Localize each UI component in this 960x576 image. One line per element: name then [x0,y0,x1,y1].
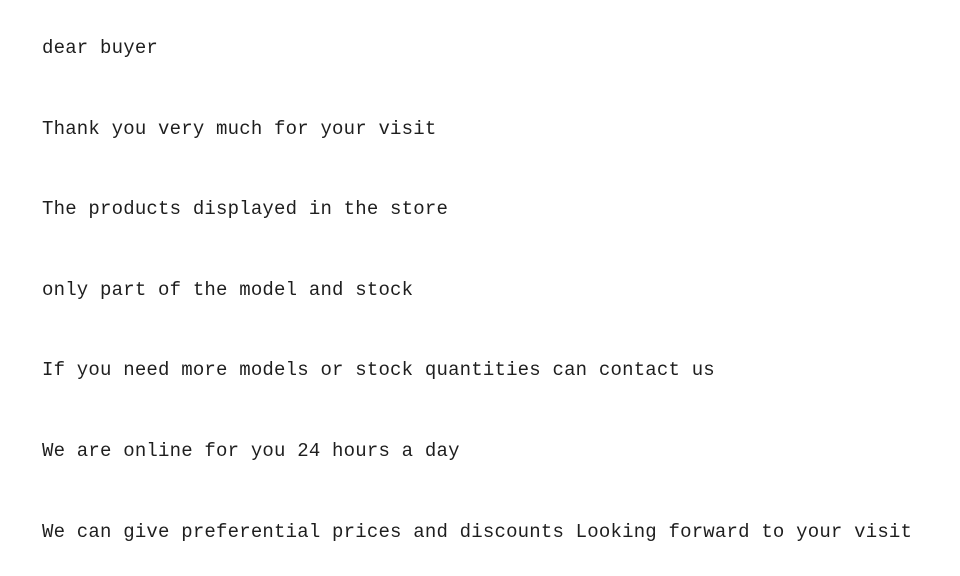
message-line-discounts: We can give preferential prices and discounts Looking forward to your visit [42,521,913,543]
message-line-contact: If you need more models or stock quantities can contact us [42,359,715,381]
message-line-products: The products displayed in the store [42,198,449,220]
message-line-stock: only part of the model and stock [42,279,414,301]
message-line-thanks: Thank you very much for your visit [42,118,437,140]
message-line-online-hours: We are online for you 24 hours a day [42,440,460,462]
message-line-greeting: dear buyer [42,37,159,59]
